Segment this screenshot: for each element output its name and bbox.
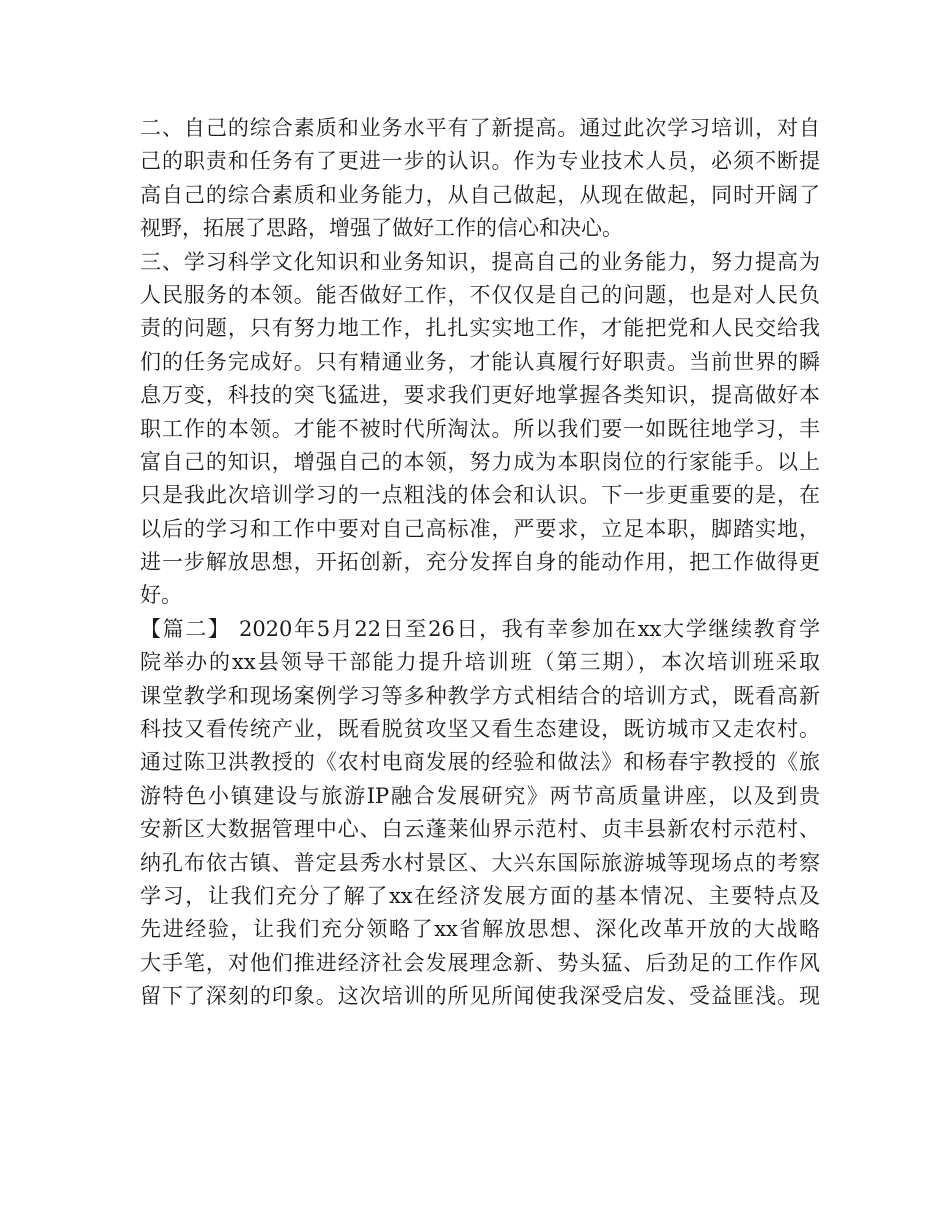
text-line: 息万变，科技的突飞猛进，要求我们更好地掌握各类知识，提高做好本 xyxy=(140,383,820,408)
text-line: 留下了深刻的印象。这次培训的所见所闻使我深受启发、受益匪浅。现 xyxy=(140,984,820,1009)
text-line: 职工作的本领。才能不被时代所淘汰。所以我们要一如既往地学习，丰 xyxy=(140,416,820,441)
text-line: 通过陈卫洪教授的《农村电商发展的经验和做法》和杨春宇教授的《旅 xyxy=(140,750,820,775)
text-line: 责的问题，只有努力地工作，扎扎实实地工作，才能把党和人民交给我 xyxy=(140,316,820,341)
text-line: 【篇二】 2020年5月22日至26日，我有幸参加在xx大学继续教育学 xyxy=(140,616,820,641)
text-line: 只是我此次培训学习的一点粗浅的体会和认识。下一步更重要的是，在 xyxy=(140,483,820,508)
text-line: 三、学习科学文化知识和业务知识，提高自己的业务能力，努力提高为 xyxy=(140,249,820,274)
text-line: 大手笔，对他们推进经济社会发展理念新、势头猛、后劲足的工作作风 xyxy=(140,950,820,975)
document-body xyxy=(140,112,820,1014)
text-line: 高自己的综合素质和业务能力，从自己做起，从现在做起，同时开阔了 xyxy=(140,182,820,207)
text-line: 二、自己的综合素质和业务水平有了新提高。通过此次学习培训，对自 xyxy=(140,116,820,140)
text-line: 己的职责和任务有了更进一步的认识。作为专业技术人员，必须不断提 xyxy=(140,149,820,174)
text-line: 好。 xyxy=(140,583,182,608)
text-line: 安新区大数据管理中心、白云蓬莱仙界示范村、贞丰县新农村示范村、 xyxy=(140,817,820,842)
text-line: 先进经验，让我们充分领略了xx省解放思想、深化改革开放的大战略 xyxy=(140,917,820,942)
text-line: 进一步解放思想，开拓创新，充分发挥自身的能动作用，把工作做得更 xyxy=(140,550,820,575)
text-line: 游特色小镇建设与旅游IP融合发展研究》两节高质量讲座，以及到贵 xyxy=(140,783,820,808)
text-line: 纳孔布依古镇、普定县秀水村景区、大兴东国际旅游城等现场点的考察 xyxy=(140,850,820,875)
text-line: 科技又看传统产业，既看脱贫攻坚又看生态建设，既访城市又走农村。 xyxy=(140,717,820,742)
text-line: 富自己的知识，增强自己的本领，努力成为本职岗位的行家能手。以上 xyxy=(140,449,820,474)
text-line: 以后的学习和工作中要对自己高标准，严要求，立足本职，脚踏实地， xyxy=(140,516,820,541)
text-line: 视野，拓展了思路，增强了做好工作的信心和决心。 xyxy=(140,216,623,241)
text-line: 课堂教学和现场案例学习等多种教学方式相结合的培训方式，既看高新 xyxy=(140,683,820,708)
text-line: 们的任务完成好。只有精通业务，才能认真履行好职责。当前世界的瞬 xyxy=(140,349,820,374)
text-line: 院举办的xx县领导干部能力提升培训班（第三期），本次培训班采取 xyxy=(140,650,820,675)
text-line: 人民服务的本领。能否做好工作，不仅仅是自己的问题，也是对人民负 xyxy=(140,282,820,307)
text-line: 学习，让我们充分了解了xx在经济发展方面的基本情况、主要特点及 xyxy=(140,883,820,908)
